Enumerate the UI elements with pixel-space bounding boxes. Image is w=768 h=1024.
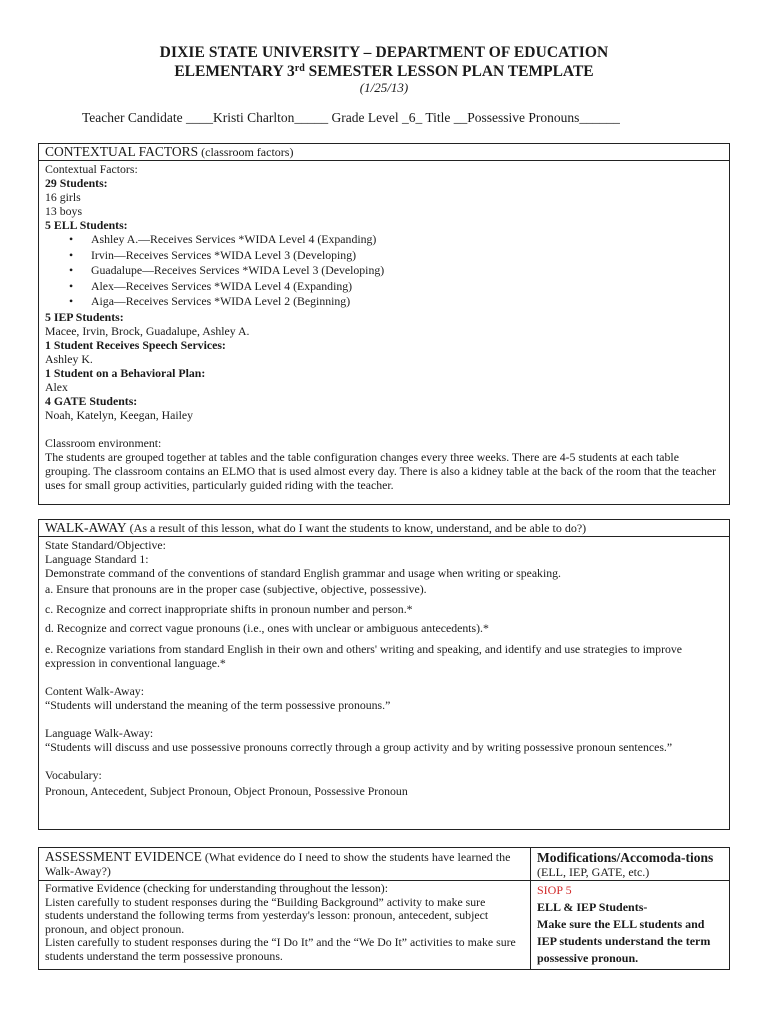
- list-item: • Guadalupe—Receives Services *WIDA Level 3 (Developing): [91, 263, 723, 279]
- university-title: DIXIE STATE UNIVERSITY – DEPARTMENT OF EDUCATION: [159, 44, 609, 61]
- assessment-evidence-header: ASSESSMENT EVIDENCE (What evidence do I need to show the students have learned the Walk-Away?): [39, 848, 530, 881]
- list-item: • Ashley A.—Receives Services *WIDA Level 4 (Expanding): [91, 232, 723, 248]
- walk-away-header: WALK-AWAY (As a result of this lesson, what do I want the students to know, understand, and be able to do?): [39, 520, 729, 537]
- walk-away-section: [38, 519, 730, 830]
- contextual-factors-body: Contextual Factors: 29 Students: 16 girls 13 boys 5 ELL Students: • Ashley A.—Receives Services *WIDA Level 4 (Expanding) • Irvin—Receives Services *WIDA Level 3 (Developing) • Guadalupe—Receives Services *WIDA Level 3 (Developing) • Alex—Receives Services *WIDA Level 4 (Expanding) • Aiga—Receives Services *WIDA Level 2 (Beginning) 5 IEP Students: Macee, Irvin, Brock, Guadalupe, Ashley A. 1 Student Receives Speech Services: Ashley K. 1 Student on a Behavioral Plan: Alex 4 GATE Students: Noah, Katelyn, Keegan, Hailey Classroom environment: The students are grouped together at tables and the table configuration changes every three weeks. There are 4-5 students at each table grouping. The classroom contains an ELMO that is used almost every day. There is also a kidney table at the back of the room that the teacher uses for small group activities, particularly guided riding with the teacher.: [39, 161, 729, 494]
- grade-value: _6_: [401, 110, 423, 125]
- template-title: ELEMENTARY 3rd SEMESTER LESSON PLAN TEMPLATE: [174, 63, 594, 80]
- modifications-column: [531, 848, 729, 969]
- contextual-factors-header: CONTEXTUAL FACTORS (classroom factors): [39, 144, 729, 161]
- teacher-value: ____Kristi Charlton_____: [186, 110, 329, 125]
- ell-students-list: [45, 232, 723, 310]
- siop-label: SIOP 5: [537, 883, 572, 897]
- assessment-section: [38, 847, 730, 970]
- title-label: Title: [425, 110, 451, 125]
- template-date: (1/25/13): [359, 80, 409, 95]
- list-item: • Aiga—Receives Services *WIDA Level 2 (Beginning): [91, 294, 723, 310]
- list-item: • Irvin—Receives Services *WIDA Level 3 (Developing): [91, 248, 723, 264]
- assessment-evidence-body: Formative Evidence (checking for understanding throughout the lesson): Listen carefully to student responses during the “Building Background” activity to make sure students understand the following terms from yesterday's lesson: pronoun, antecedent, subject pronoun, and object pronoun. Listen carefully to student responses during the “I Do It” and the “We Do It” activities to make sure students understand the term possessive pronouns.: [45, 881, 516, 963]
- teacher-info-line: [82, 110, 620, 126]
- modifications-header: Modifications/Accomoda-tions (ELL, IEP, GATE, etc.): [531, 848, 729, 881]
- teacher-label: Teacher Candidate: [82, 110, 183, 125]
- title-value: __Possessive Pronouns______: [453, 110, 620, 125]
- list-item: • Alex—Receives Services *WIDA Level 4 (Expanding): [91, 279, 723, 295]
- grade-label: Grade Level: [331, 110, 399, 125]
- modifications-body: SIOP 5 ELL & IEP Students- Make sure the ELL students and IEP students understand the term possessive pronoun.: [531, 881, 729, 968]
- assessment-evidence-column: [39, 848, 531, 969]
- walk-away-body: State Standard/Objective: Language Standard 1: Demonstrate command of the conventions of standard English grammar and usage when writing or speaking. a. Ensure that pronouns are in the proper case (subjective, objective, possessive). c. Recognize and correct inappropriate shifts in pronoun number and person.* d. Recognize and correct vague pronouns (i.e., ones with unclear or ambiguous antecedents).* e. Recognize variations from standard English in their own and others' writing and speaking, and identify and use strategies to improve expression in conventional language.* Content Walk-Away: “Students will understand the meaning of the term possessive pronouns.” Language Walk-Away: “Students will discuss and use possessive pronouns correctly through a group activity and by writing possessive pronoun sentences.” Vocabulary: Pronoun, Antecedent, Subject Pronoun, Object Pronoun, Possessive Pronoun: [45, 538, 683, 798]
- classroom-environment-text: The students are grouped together at tables and the table configuration changes every three weeks. There are 4-5 students at each table grouping. The classroom contains an ELMO that is used almost every day. There is also a kidney table at the back of the room that the teacher uses for small group activities, particularly guided riding with the teacher.: [45, 449, 717, 492]
- contextual-factors-section: [38, 143, 730, 505]
